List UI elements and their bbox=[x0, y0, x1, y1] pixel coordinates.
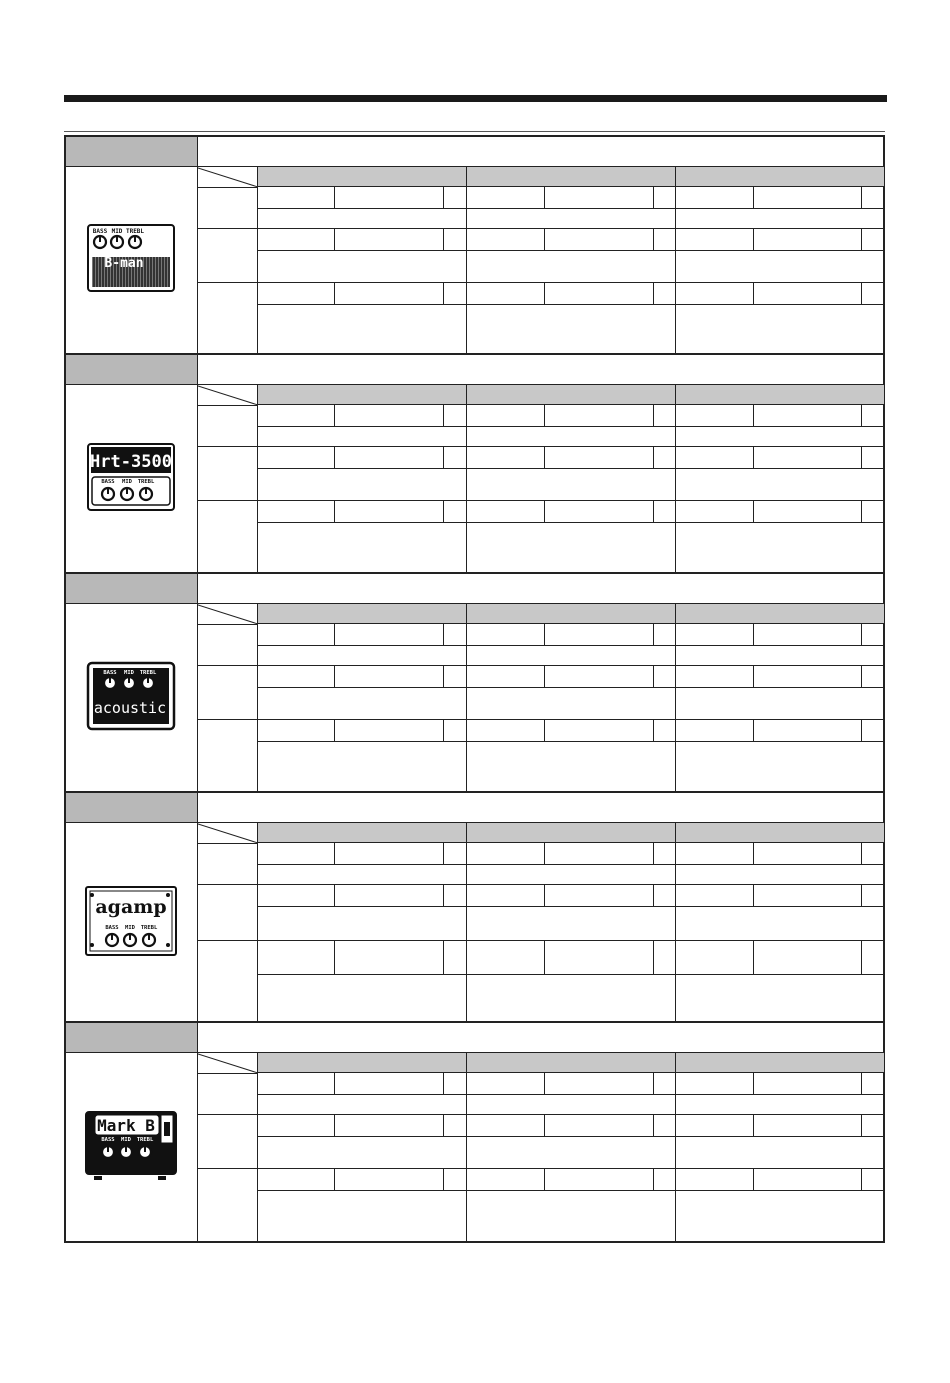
param-cell bbox=[467, 283, 545, 305]
amp-section-hrt-3500 bbox=[66, 355, 883, 574]
note-cell bbox=[676, 209, 885, 229]
note-cell bbox=[467, 469, 676, 501]
param-cell bbox=[676, 229, 754, 251]
note-cell bbox=[258, 305, 467, 355]
group-header-1 bbox=[258, 167, 467, 187]
unit-cell bbox=[444, 941, 467, 975]
param-cell bbox=[676, 283, 754, 305]
group-header-2 bbox=[467, 1053, 676, 1073]
param-cell bbox=[467, 229, 545, 251]
unit-cell bbox=[862, 283, 885, 305]
param-cell bbox=[467, 1169, 545, 1191]
note-cell bbox=[676, 1095, 885, 1115]
note-cell bbox=[258, 469, 467, 501]
group-header-3 bbox=[676, 1053, 885, 1073]
value-cell bbox=[545, 666, 654, 688]
note-cell bbox=[467, 646, 676, 666]
row-label-3 bbox=[198, 1242, 257, 1243]
note-cell bbox=[258, 865, 467, 885]
unit-cell bbox=[444, 624, 467, 646]
diag-row-border bbox=[198, 624, 257, 625]
value-cell bbox=[754, 447, 862, 469]
amp-name-cell bbox=[66, 1023, 198, 1053]
param-cell bbox=[467, 1073, 545, 1095]
param-cell bbox=[676, 843, 754, 865]
value-cell bbox=[545, 1073, 654, 1095]
diagonal-header-cell bbox=[198, 385, 258, 405]
unit-cell bbox=[444, 843, 467, 865]
value-cell bbox=[754, 1169, 862, 1191]
note-cell bbox=[258, 251, 467, 283]
amp-settings-table bbox=[64, 135, 885, 1243]
note-cell bbox=[467, 523, 676, 574]
value-cell bbox=[335, 283, 444, 305]
note-cell bbox=[258, 1191, 467, 1243]
param-cell bbox=[467, 1115, 545, 1137]
value-cell bbox=[545, 187, 654, 209]
value-cell bbox=[754, 941, 862, 975]
note-cell bbox=[676, 907, 885, 941]
note-cell bbox=[467, 209, 676, 229]
unit-cell bbox=[862, 229, 885, 251]
unit-cell bbox=[444, 1073, 467, 1095]
note-cell bbox=[258, 1095, 467, 1115]
unit-cell bbox=[444, 187, 467, 209]
value-cell bbox=[754, 720, 862, 742]
unit-cell bbox=[862, 501, 885, 523]
note-cell bbox=[258, 975, 467, 1023]
value-cell bbox=[335, 1073, 444, 1095]
svg-text:B-man: B-man bbox=[104, 256, 144, 271]
unit-cell bbox=[654, 1169, 676, 1191]
value-cell bbox=[335, 941, 444, 975]
param-cell bbox=[676, 666, 754, 688]
param-cell bbox=[258, 447, 335, 469]
value-cell bbox=[335, 1169, 444, 1191]
note-cell bbox=[258, 688, 467, 720]
value-cell bbox=[754, 229, 862, 251]
param-cell bbox=[258, 283, 335, 305]
amp-title-bar bbox=[198, 355, 883, 385]
unit-cell bbox=[862, 1073, 885, 1095]
group-header-3 bbox=[676, 823, 885, 843]
value-cell bbox=[754, 843, 862, 865]
unit-cell bbox=[444, 1115, 467, 1137]
value-cell bbox=[545, 501, 654, 523]
amp-title-bar bbox=[198, 137, 883, 167]
row-label-2 bbox=[198, 940, 257, 941]
unit-cell bbox=[654, 501, 676, 523]
value-cell bbox=[754, 501, 862, 523]
param-cell bbox=[258, 666, 335, 688]
unit-cell bbox=[654, 843, 676, 865]
unit-cell bbox=[444, 720, 467, 742]
param-cell bbox=[258, 720, 335, 742]
value-cell bbox=[545, 720, 654, 742]
row-label-column bbox=[198, 385, 258, 574]
unit-cell bbox=[862, 1115, 885, 1137]
note-cell bbox=[258, 427, 467, 447]
value-cell bbox=[335, 229, 444, 251]
diag-row-border bbox=[198, 187, 257, 188]
note-cell bbox=[467, 1137, 676, 1169]
param-cell bbox=[676, 624, 754, 646]
note-cell bbox=[676, 1191, 885, 1243]
param-cell bbox=[467, 447, 545, 469]
param-cell bbox=[676, 941, 754, 975]
group-header-1 bbox=[258, 604, 467, 624]
note-cell bbox=[258, 1137, 467, 1169]
value-cell bbox=[545, 1169, 654, 1191]
svg-text:TREBL: TREBL bbox=[140, 925, 158, 931]
value-cell bbox=[545, 229, 654, 251]
param-cell bbox=[258, 405, 335, 427]
value-cell bbox=[335, 1115, 444, 1137]
amp-mark-b-icon bbox=[84, 1110, 180, 1182]
svg-text:MID: MID bbox=[125, 925, 135, 931]
param-cell bbox=[258, 885, 335, 907]
unit-cell bbox=[862, 843, 885, 865]
unit-cell bbox=[654, 187, 676, 209]
param-cell bbox=[258, 229, 335, 251]
unit-cell bbox=[654, 624, 676, 646]
note-cell bbox=[467, 742, 676, 793]
note-cell bbox=[467, 865, 676, 885]
amp-title-bar bbox=[198, 574, 883, 604]
unit-cell bbox=[654, 447, 676, 469]
svg-text:Mark B: Mark B bbox=[97, 1116, 155, 1135]
note-cell bbox=[676, 1137, 885, 1169]
value-cell bbox=[335, 447, 444, 469]
header-thin-rule bbox=[64, 131, 885, 132]
svg-text:TREBL: TREBL bbox=[137, 478, 155, 485]
param-cell bbox=[258, 1115, 335, 1137]
param-cell bbox=[676, 1169, 754, 1191]
param-cell bbox=[676, 447, 754, 469]
param-cell bbox=[676, 1073, 754, 1095]
param-cell bbox=[258, 187, 335, 209]
group-header-2 bbox=[467, 385, 676, 405]
svg-text:MID: MID bbox=[111, 228, 123, 235]
note-cell bbox=[676, 975, 885, 1023]
value-cell bbox=[754, 405, 862, 427]
value-cell bbox=[754, 666, 862, 688]
param-cell bbox=[467, 666, 545, 688]
unit-cell bbox=[444, 1169, 467, 1191]
svg-text:TREBL: TREBL bbox=[125, 228, 145, 235]
param-cell bbox=[258, 843, 335, 865]
param-cell bbox=[676, 187, 754, 209]
svg-text:MID: MID bbox=[124, 669, 134, 676]
amp-section-mark-b bbox=[66, 1023, 883, 1243]
unit-cell bbox=[654, 885, 676, 907]
unit-cell bbox=[862, 720, 885, 742]
note-cell bbox=[676, 427, 885, 447]
note-cell bbox=[676, 305, 885, 355]
note-cell bbox=[258, 523, 467, 574]
note-cell bbox=[467, 975, 676, 1023]
amp-title-bar bbox=[198, 1023, 883, 1053]
value-cell bbox=[545, 1115, 654, 1137]
value-cell bbox=[545, 447, 654, 469]
value-cell bbox=[754, 187, 862, 209]
group-header-1 bbox=[258, 823, 467, 843]
group-header-3 bbox=[676, 604, 885, 624]
header-rule bbox=[64, 95, 887, 102]
value-cell bbox=[335, 720, 444, 742]
param-cell bbox=[467, 720, 545, 742]
unit-cell bbox=[862, 885, 885, 907]
unit-cell bbox=[444, 229, 467, 251]
unit-cell bbox=[862, 941, 885, 975]
unit-cell bbox=[862, 447, 885, 469]
note-cell bbox=[676, 523, 885, 574]
diag-row-border bbox=[198, 1073, 257, 1074]
param-cell bbox=[258, 941, 335, 975]
param-cell bbox=[258, 1169, 335, 1191]
unit-cell bbox=[654, 1115, 676, 1137]
svg-text:MID: MID bbox=[121, 1137, 131, 1143]
value-cell bbox=[754, 624, 862, 646]
svg-text:BASS: BASS bbox=[101, 478, 115, 485]
note-cell bbox=[467, 1191, 676, 1243]
param-cell bbox=[467, 405, 545, 427]
value-cell bbox=[545, 843, 654, 865]
value-cell bbox=[335, 501, 444, 523]
unit-cell bbox=[654, 283, 676, 305]
param-cell bbox=[467, 885, 545, 907]
note-cell bbox=[676, 688, 885, 720]
amp-agamp-icon bbox=[84, 885, 180, 957]
unit-cell bbox=[654, 720, 676, 742]
unit-cell bbox=[444, 666, 467, 688]
param-cell bbox=[467, 843, 545, 865]
value-cell bbox=[754, 283, 862, 305]
diagonal-header-cell bbox=[198, 167, 258, 187]
amp-b-man-icon bbox=[84, 223, 180, 295]
amp-title-bar bbox=[198, 793, 883, 823]
value-cell bbox=[545, 283, 654, 305]
value-cell bbox=[335, 187, 444, 209]
group-header-3 bbox=[676, 167, 885, 187]
param-cell bbox=[258, 1073, 335, 1095]
note-cell bbox=[467, 1095, 676, 1115]
unit-cell bbox=[444, 885, 467, 907]
group-header-1 bbox=[258, 1053, 467, 1073]
note-cell bbox=[467, 907, 676, 941]
diagonal-header-cell bbox=[198, 823, 258, 843]
diagonal-header-cell bbox=[198, 604, 258, 624]
row-label-column bbox=[198, 823, 258, 1023]
diag-row-border bbox=[198, 405, 257, 406]
unit-cell bbox=[862, 624, 885, 646]
group-header-2 bbox=[467, 167, 676, 187]
note-cell bbox=[467, 305, 676, 355]
svg-text:BASS: BASS bbox=[105, 925, 119, 931]
svg-text:Hrt-3500: Hrt-3500 bbox=[90, 451, 172, 472]
unit-cell bbox=[654, 1073, 676, 1095]
svg-text:BASS: BASS bbox=[103, 669, 117, 676]
param-cell bbox=[467, 624, 545, 646]
param-cell bbox=[258, 624, 335, 646]
unit-cell bbox=[654, 405, 676, 427]
unit-cell bbox=[444, 405, 467, 427]
amp-acoustic-icon bbox=[84, 661, 180, 733]
unit-cell bbox=[444, 501, 467, 523]
param-cell bbox=[676, 720, 754, 742]
param-cell bbox=[676, 501, 754, 523]
amp-section-b-man bbox=[66, 137, 883, 355]
value-cell bbox=[545, 624, 654, 646]
value-cell bbox=[754, 1073, 862, 1095]
row-label-1 bbox=[198, 665, 257, 666]
svg-text:BASS: BASS bbox=[101, 1137, 115, 1143]
amp-name-cell bbox=[66, 793, 198, 823]
group-header-2 bbox=[467, 604, 676, 624]
row-label-2 bbox=[198, 719, 257, 720]
param-cell bbox=[467, 501, 545, 523]
row-label-2 bbox=[198, 1168, 257, 1169]
param-cell bbox=[676, 885, 754, 907]
value-cell bbox=[335, 405, 444, 427]
note-cell bbox=[676, 469, 885, 501]
amp-name-cell bbox=[66, 574, 198, 604]
param-cell bbox=[258, 501, 335, 523]
value-cell bbox=[545, 405, 654, 427]
param-cell bbox=[467, 941, 545, 975]
row-label-column bbox=[198, 167, 258, 355]
row-label-column bbox=[198, 1053, 258, 1243]
unit-cell bbox=[654, 941, 676, 975]
unit-cell bbox=[862, 1169, 885, 1191]
group-header-2 bbox=[467, 823, 676, 843]
group-header-1 bbox=[258, 385, 467, 405]
amp-hrt-3500-icon bbox=[84, 442, 180, 514]
svg-text:TREBL: TREBL bbox=[136, 1137, 154, 1143]
svg-text:TREBL: TREBL bbox=[139, 669, 157, 676]
note-cell bbox=[258, 742, 467, 793]
unit-cell bbox=[862, 666, 885, 688]
note-cell bbox=[676, 742, 885, 793]
svg-text:MID: MID bbox=[122, 478, 132, 485]
row-label-1 bbox=[198, 1114, 257, 1115]
value-cell bbox=[335, 624, 444, 646]
unit-cell bbox=[654, 666, 676, 688]
amp-name-cell bbox=[66, 137, 198, 167]
row-label-column bbox=[198, 604, 258, 793]
value-cell bbox=[754, 1115, 862, 1137]
value-cell bbox=[335, 885, 444, 907]
value-cell bbox=[545, 941, 654, 975]
amp-section-agamp bbox=[66, 793, 883, 1023]
value-cell bbox=[335, 666, 444, 688]
unit-cell bbox=[654, 229, 676, 251]
note-cell bbox=[676, 646, 885, 666]
row-label-2 bbox=[198, 282, 257, 283]
value-cell bbox=[754, 885, 862, 907]
note-cell bbox=[258, 209, 467, 229]
amp-name-cell bbox=[66, 355, 198, 385]
row-label-2 bbox=[198, 500, 257, 501]
unit-cell bbox=[444, 283, 467, 305]
value-cell bbox=[545, 885, 654, 907]
note-cell bbox=[467, 688, 676, 720]
param-cell bbox=[676, 405, 754, 427]
svg-text:agamp: agamp bbox=[95, 896, 167, 918]
svg-text:acoustic: acoustic bbox=[93, 698, 167, 717]
row-label-1 bbox=[198, 446, 257, 447]
note-cell bbox=[258, 646, 467, 666]
note-cell bbox=[258, 907, 467, 941]
unit-cell bbox=[862, 405, 885, 427]
note-cell bbox=[467, 427, 676, 447]
group-header-3 bbox=[676, 385, 885, 405]
diagonal-header-cell bbox=[198, 1053, 258, 1073]
svg-text:BASS: BASS bbox=[92, 228, 108, 235]
unit-cell bbox=[444, 447, 467, 469]
amp-section-acoustic bbox=[66, 574, 883, 793]
row-label-1 bbox=[198, 228, 257, 229]
param-cell bbox=[467, 187, 545, 209]
row-label-1 bbox=[198, 884, 257, 885]
param-cell bbox=[676, 1115, 754, 1137]
unit-cell bbox=[862, 187, 885, 209]
note-cell bbox=[676, 251, 885, 283]
note-cell bbox=[467, 251, 676, 283]
value-cell bbox=[335, 843, 444, 865]
diag-row-border bbox=[198, 843, 257, 844]
note-cell bbox=[676, 865, 885, 885]
